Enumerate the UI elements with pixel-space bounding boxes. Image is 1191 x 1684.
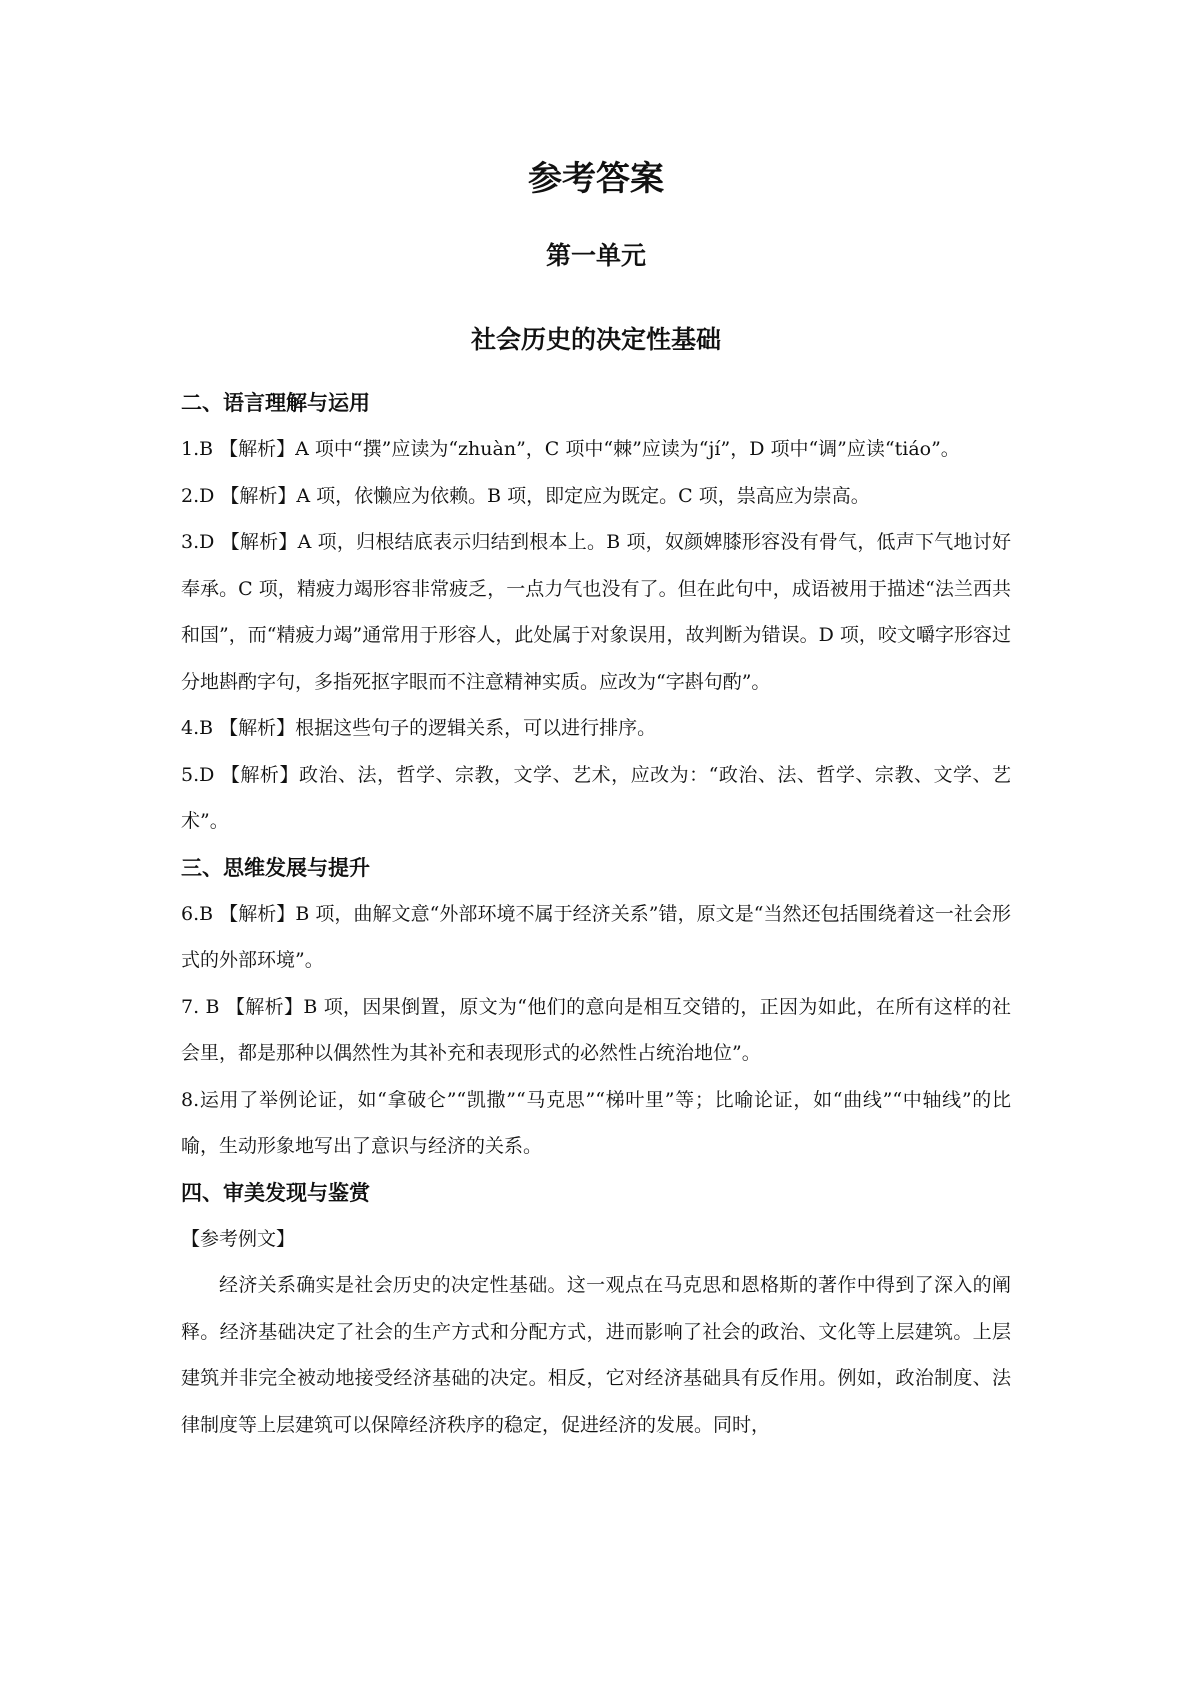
answer-item: 6.B 【解析】B 项，曲解文意“外部环境不属于经济关系”错，原文是“当然还包括围绕着这一社会形式的外部环境”。 [181, 902, 1011, 971]
answer-item: 3.D 【解析】A 项，归根结底表示归结到根本上。B 项，奴颜婢膝形容没有骨气，低声下气地讨好奉承。C 项，精疲力竭形容非常疲乏，一点力气也没有了。但在此句中，成语被用于描述“法兰西共和国”，而“精疲力竭”通常用于形容人，此处属于对象误用，故判断为错误。D 项，咬文嚼字形容过分地斟酌字句，多指死抠字眼而不注意精神实质。应改为“字斟句酌”。 [181, 531, 1011, 693]
answer-item: 4.B 【解析】根据这些句子的逻辑关系，可以进行排序。 [181, 717, 657, 739]
answer-item: 7. B 【解析】B 项，因果倒置，原文为“他们的意向是相互交错的，正因为如此，在所有这样的社会里，都是那种以偶然性为其补充和表现形式的必然性占统治地位”。 [181, 995, 1011, 1064]
answer-item: 5.D 【解析】政治、法，哲学、宗教，文学、艺术，应改为：“政治、法、哲学、宗教、文学、艺术”。 [181, 763, 1011, 832]
essay-label: 【参考例文】 [181, 1227, 296, 1250]
answer-item: 2.D 【解析】A 项，依懒应为依赖。B 项，即定应为既定。C 项，祟高应为崇高。 [181, 484, 870, 507]
section-heading: 二、语言理解与运用 [181, 391, 370, 415]
document-title: 参考答案 [528, 159, 664, 199]
section-heading: 四、审美发现与鉴赏 [181, 1180, 370, 1205]
answer-item: 1.B 【解析】A 项中“撰”应读为“zhuàn”，C 项中“棘”应读为“jí”，D 项中“调”应读“tiáo”。 [181, 438, 960, 460]
answer-item: 8.运用了举例论证，如“拿破仑”“凯撒”“马克思”“梯叶里”等；比喻论证，如“曲线”“中轴线”的比喻，生动形象地写出了意识与经济的关系。 [181, 1088, 1011, 1157]
unit-heading: 第一单元 [545, 241, 646, 270]
section-heading: 三、思维发展与提升 [181, 855, 370, 880]
unit-subtitle: 社会历史的决定性基础 [470, 325, 721, 354]
document-page [181, 150, 1011, 1448]
essay-paragraph: 经济关系确实是社会历史的决定性基础。这一观点在马克思和恩格斯的著作中得到了深入的阐释。经济基础决定了社会的生产方式和分配方式，进而影响了社会的政治、文化等上层建筑。上层建筑并非完全被动地接受经济基础的决定。相反，它对经济基础具有反作用。例如，政治制度、法律制度等上层建筑可以保障经济秩序的稳定，促进经济的发展。同时， [181, 1274, 1011, 1436]
